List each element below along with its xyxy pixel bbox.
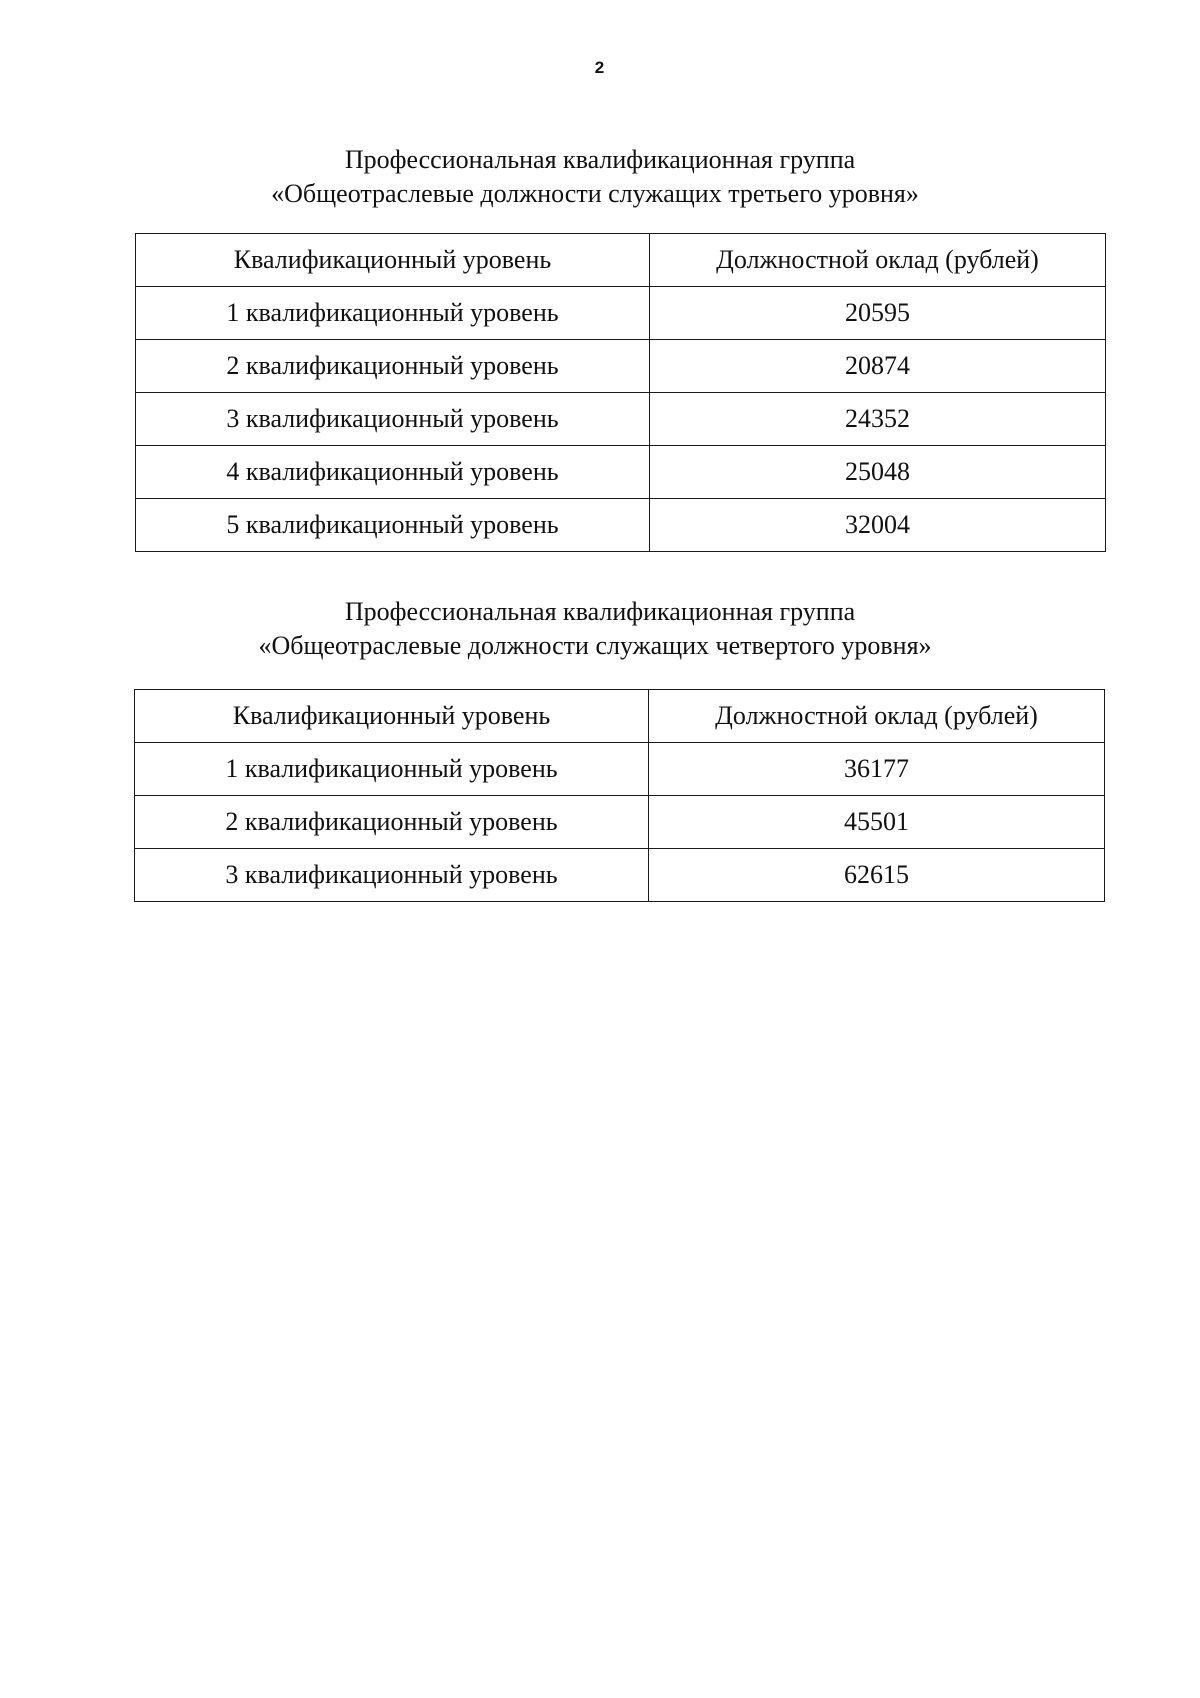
section-title-line1: Профессиональная квалификационная группа xyxy=(344,145,856,174)
level-cell: 1 квалификационный уровень xyxy=(135,743,649,796)
salary-cell: 45501 xyxy=(649,796,1105,849)
column-header-level: Квалификационный уровень xyxy=(135,690,649,743)
salary-cell: 24352 xyxy=(650,393,1106,446)
level-cell: 3 квалификационный уровень xyxy=(135,849,649,902)
salary-cell: 36177 xyxy=(649,743,1105,796)
salary-cell: 32004 xyxy=(650,499,1106,552)
level-cell: 1 квалификационный уровень xyxy=(136,287,650,340)
table-header-row xyxy=(136,234,1106,287)
section-title-line2: «Общеотраслевые должности служащих четвертого уровня» xyxy=(258,631,932,660)
column-header-salary: Должностной оклад (рублей) xyxy=(650,234,1106,287)
page-number: 2 xyxy=(594,58,606,77)
section-title xyxy=(0,143,1200,211)
table-row xyxy=(136,393,1106,446)
column-header-level: Квалификационный уровень xyxy=(136,234,650,287)
salary-table-third-level xyxy=(135,233,1106,552)
salary-cell: 20874 xyxy=(650,340,1106,393)
level-cell: 3 квалификационный уровень xyxy=(136,393,650,446)
column-header-salary: Должностной оклад (рублей) xyxy=(649,690,1105,743)
table-row xyxy=(136,499,1106,552)
level-cell: 5 квалификационный уровень xyxy=(136,499,650,552)
table-row xyxy=(136,287,1106,340)
table-row xyxy=(135,849,1105,902)
level-cell: 4 квалификационный уровень xyxy=(136,446,650,499)
salary-cell: 20595 xyxy=(650,287,1106,340)
salary-table-fourth-level xyxy=(134,689,1105,902)
section-title xyxy=(0,595,1200,663)
level-cell: 2 квалификационный уровень xyxy=(136,340,650,393)
table-row xyxy=(135,796,1105,849)
table-header-row xyxy=(135,690,1105,743)
salary-cell: 25048 xyxy=(650,446,1106,499)
table-row xyxy=(135,743,1105,796)
section-third-level xyxy=(0,143,1200,552)
table-row xyxy=(136,446,1106,499)
salary-cell: 62615 xyxy=(649,849,1105,902)
section-title-line2: «Общеотраслевые должности служащих третьего уровня» xyxy=(271,179,919,208)
table-row xyxy=(136,340,1106,393)
section-fourth-level xyxy=(0,595,1200,902)
section-title-line1: Профессиональная квалификационная группа xyxy=(344,597,856,626)
level-cell: 2 квалификационный уровень xyxy=(135,796,649,849)
